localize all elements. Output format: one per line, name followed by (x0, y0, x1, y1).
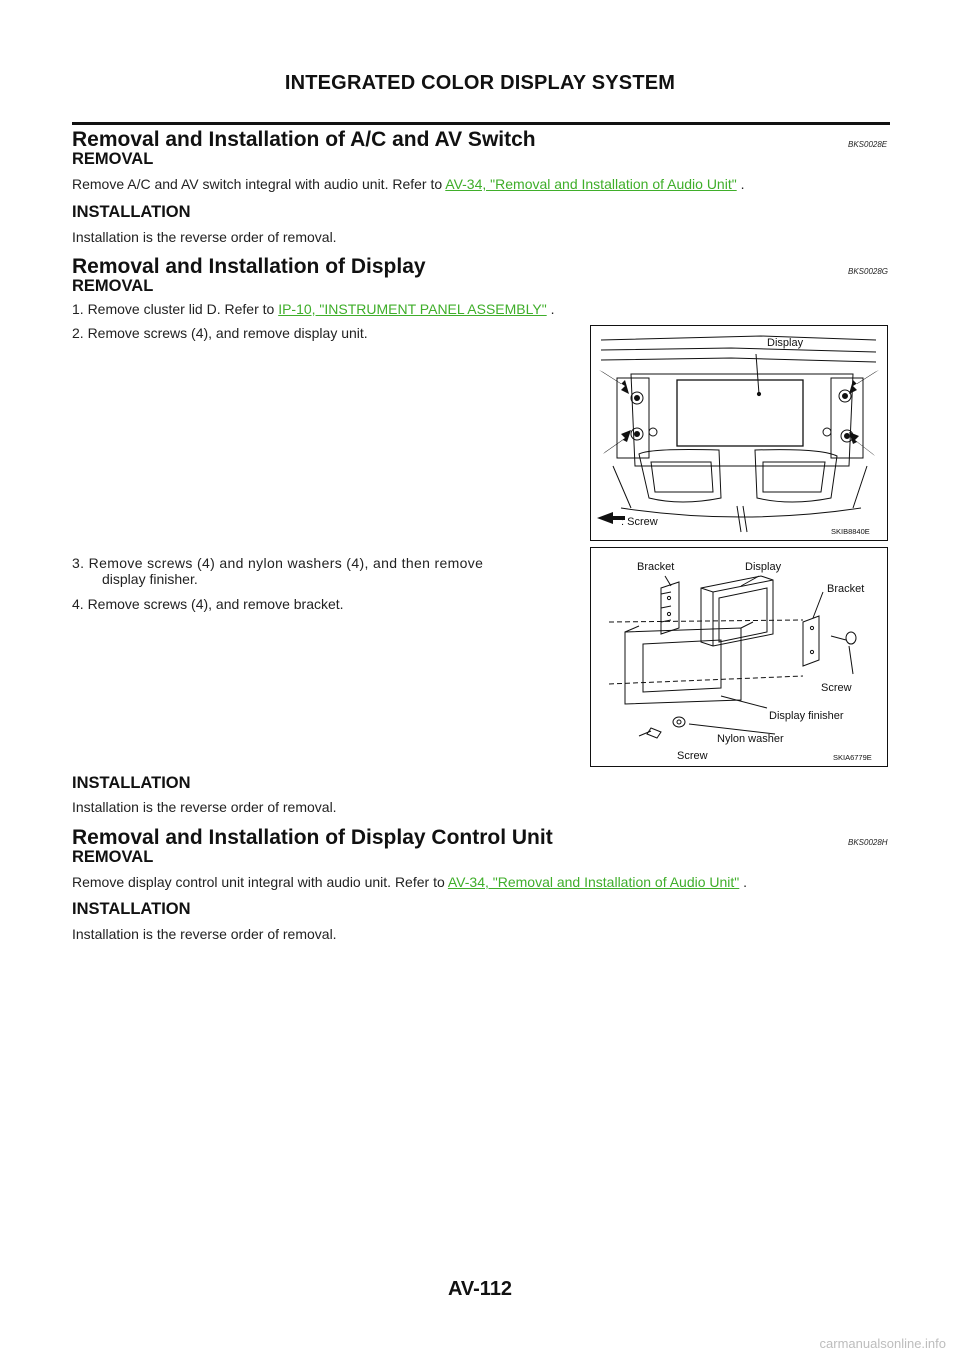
figure1-code: SKIB8840E (831, 527, 870, 536)
section-title-display-control-unit: Removal and Installation of Display Control Unit (72, 826, 553, 849)
section-title-ac-av-switch: Removal and Installation of A/C and AV Switch (72, 128, 536, 151)
page-number: AV-112 (447, 1278, 513, 1300)
figure2-nylon-washer-label: Nylon washer (717, 733, 784, 745)
removal-text: Remove display control unit integral with audio unit. Refer to (72, 874, 445, 890)
page-header-title: INTEGRATED COLOR DISPLAY SYSTEM (284, 72, 676, 94)
figure2-display-label: Display (745, 561, 782, 573)
removal-text-end: . (739, 874, 748, 890)
removal-heading: REMOVAL (72, 848, 154, 866)
removal-heading: REMOVAL (72, 277, 154, 295)
removal-heading: REMOVAL (72, 150, 154, 168)
instrument-panel-link[interactable]: IP-10, "INSTRUMENT PANEL ASSEMBLY" (278, 301, 547, 317)
figure2-screw-bottom-label: Screw (677, 750, 708, 762)
step-4: 4. Remove screws (4), and remove bracket. (72, 596, 344, 612)
step-1 (72, 301, 554, 317)
step-3 (72, 555, 483, 587)
installation-heading: INSTALLATION (72, 774, 191, 792)
section-title-display: Removal and Installation of Display (72, 255, 426, 278)
figure2-bracket-left-label: Bracket (637, 561, 675, 573)
removal-text: Remove A/C and AV switch integral with audio unit. Refer to (72, 176, 443, 192)
figure2-code: SKIA6779E (833, 753, 872, 762)
removal-paragraph (72, 874, 747, 890)
display-exploded-figure (590, 547, 888, 767)
audio-unit-link[interactable]: AV-34, "Removal and Installation of Audio Unit" (445, 176, 737, 192)
figure1-screw-legend: : Screw (621, 516, 658, 528)
removal-text-end: . (736, 176, 745, 192)
header-rule (72, 122, 890, 125)
audio-unit-link[interactable]: AV-34, "Removal and Installation of Audio Unit" (447, 874, 740, 890)
figure2-finisher-label: Display finisher (769, 710, 844, 722)
figure2-screw-right-label: Screw (821, 682, 852, 694)
display-removal-figure (590, 325, 888, 541)
step-1-end: . (546, 301, 555, 317)
figure1-display-label: Display (767, 337, 804, 349)
installation-text: Installation is the reverse order of removal. (72, 229, 337, 245)
watermark: carmanualsonline.info (819, 1336, 946, 1351)
step-1-text: 1. Remove cluster lid D. Refer to (72, 301, 275, 317)
installation-text: Installation is the reverse order of removal. (72, 926, 337, 942)
installation-heading: INSTALLATION (72, 203, 191, 221)
removal-paragraph (72, 176, 744, 192)
section-code: BKS0028E (848, 140, 888, 149)
step-2: 2. Remove screws (4), and remove display unit. (72, 325, 368, 341)
step-3-line-2: display finisher. (102, 571, 198, 587)
section-code: BKS0028G (848, 267, 889, 276)
installation-heading: INSTALLATION (72, 900, 191, 918)
installation-text: Installation is the reverse order of removal. (72, 799, 337, 815)
section-code: BKS0028H (848, 838, 888, 847)
figure2-bracket-right-label: Bracket (827, 583, 865, 595)
step-3-line-1: 3. Remove screws (4) and nylon washers (4), and then remove (72, 555, 484, 571)
